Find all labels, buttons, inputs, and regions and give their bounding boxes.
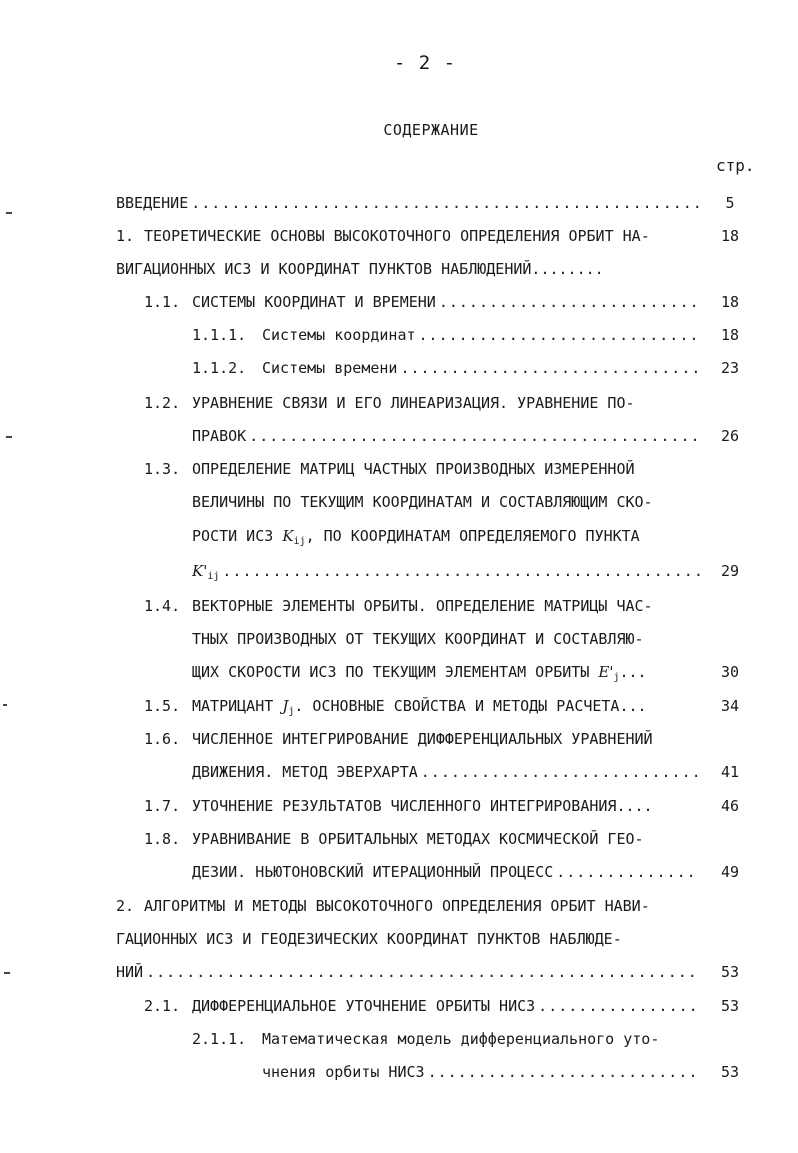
toc-entry-1-4[interactable] (0, 589, 798, 623)
math-symbol: E' (598, 663, 614, 681)
toc-page-number: 53 (720, 963, 740, 981)
toc-page-number: 18 (720, 227, 740, 245)
leader-dots (421, 755, 700, 789)
toc-entry-continuation (0, 1055, 798, 1089)
math-subscript: ij (293, 536, 306, 547)
toc-page-number: 18 (720, 293, 740, 311)
toc-entry-2-1[interactable] (0, 989, 798, 1023)
toc-page-number: 5 (725, 194, 735, 212)
contents-heading: СОДЕРЖАНИЕ (383, 121, 479, 139)
math-subscript: ij (207, 571, 220, 582)
toc-entry-title: ТЕОРЕТИЧЕСКИЕ ОСНОВЫ ВЫСОКОТОЧНОГО ОПРЕДЕЛЕНИЯ ОРБИТ НА- (144, 227, 650, 245)
toc-entry-1-1-1[interactable] (0, 318, 798, 352)
toc-entry-number: 2.1.1. (192, 1030, 247, 1048)
toc-entry-continuation (0, 655, 798, 689)
toc-entry-title: ДЕЗИИ. НЬЮТОНОВСКИЙ ИТЕРАЦИОННЫЙ ПРОЦЕСС (192, 863, 554, 881)
toc-entry-number: 2. (116, 897, 135, 915)
toc-entry-1-5[interactable] (0, 689, 798, 723)
toc-page-number: 53 (720, 1063, 740, 1081)
leader-dots (146, 955, 700, 989)
toc-page-number: 30 (720, 663, 740, 681)
toc-entry-title: ЧИСЛЕННОЕ ИНТЕГРИРОВАНИЕ ДИФФЕРЕНЦИАЛЬНЫХ УРАВНЕНИЙ (192, 730, 653, 748)
toc-page-number: 29 (720, 562, 740, 580)
toc-entry-title: ВЕЛИЧИНЫ ПО ТЕКУЩИМ КООРДИНАТАМ И СОСТАВЛЯЮЩИМ СКО- (192, 493, 653, 511)
toc-entry-chapter-1[interactable] (0, 219, 798, 253)
math-symbol: J (282, 697, 289, 715)
toc-entry-1-3[interactable] (0, 452, 798, 486)
math-subscript: j (613, 672, 620, 683)
toc-entry-continuation (0, 755, 798, 789)
toc-entry-number: 1.5. (144, 697, 181, 715)
toc-entry-continuation (0, 252, 798, 286)
toc-entry-number: 1.7. (144, 797, 181, 815)
toc-page-number: 46 (720, 797, 740, 815)
toc-entry-number: 1.1.1. (192, 326, 247, 344)
toc-entry-1-7[interactable] (0, 789, 798, 823)
toc-entry-title: НИЙ (116, 963, 144, 981)
toc-entry-title: Математическая модель дифференциального уто- (262, 1030, 660, 1048)
toc-entry-title: Системы координат (262, 326, 416, 344)
math-symbol: K' (192, 562, 208, 580)
toc-page-number: 49 (720, 863, 740, 881)
toc-entry-title: МАТРИЦАНТ $J_j$. ОСНОВНЫЕ СВОЙСТВА И МЕТОДЫ РАСЧЕТА... (192, 697, 647, 717)
toc-entry-1-6[interactable] (0, 722, 798, 756)
leader-dots (428, 1055, 700, 1089)
toc-entry-title: ПРАВОК (192, 427, 247, 445)
leader-dots (419, 318, 700, 352)
toc-entry-title: УТОЧНЕНИЕ РЕЗУЛЬТАТОВ ЧИСЛЕННОГО ИНТЕГРИРОВАНИЯ.... (192, 797, 653, 815)
math-subscript: j (288, 706, 295, 717)
toc-entry-continuation (0, 622, 798, 656)
toc-entry-1-2[interactable] (0, 386, 798, 420)
leader-dots (222, 554, 700, 594)
toc-entry-continuation (0, 519, 798, 553)
leader-dots (439, 285, 700, 319)
toc-entry-title: ДИФФЕРЕНЦИАЛЬНОЕ УТОЧНЕНИЕ ОРБИТЫ НИСЗ (192, 997, 536, 1015)
toc-entry-2-1-1[interactable] (0, 1022, 798, 1056)
toc-page-number: 34 (720, 697, 740, 715)
toc-entry-1-8[interactable] (0, 822, 798, 856)
toc-entry-number: 2.1. (144, 997, 181, 1015)
toc-entry-title (192, 554, 219, 594)
toc-page-number: 23 (720, 359, 740, 377)
toc-entry-continuation (0, 855, 798, 889)
toc-entry-title: Системы времени (262, 359, 398, 377)
math-symbol: K (282, 527, 294, 545)
toc-entry-continuation (0, 955, 798, 989)
toc-entry-title: ДВИЖЕНИЯ. МЕТОД ЭВЕРХАРТА (192, 763, 418, 781)
leader-dots (538, 989, 700, 1023)
page-number: - 2 - (393, 52, 457, 74)
toc-entry-number: 1.4. (144, 597, 181, 615)
toc-entry-chapter-2[interactable] (0, 889, 798, 923)
toc-entry-title: АЛГОРИТМЫ И МЕТОДЫ ВЫСОКОТОЧНОГО ОПРЕДЕЛЕНИЯ ОРБИТ НАВИ- (144, 897, 650, 915)
toc-entry-continuation (0, 922, 798, 956)
toc-entry-title: ЩИХ СКОРОСТИ ИСЗ ПО ТЕКУЩИМ ЭЛЕМЕНТАМ ОРБИТЫ $E'_j$... (192, 663, 647, 683)
leader-dots (191, 186, 700, 220)
toc-entry-title: ВЕКТОРНЫЕ ЭЛЕМЕНТЫ ОРБИТЫ. ОПРЕДЕЛЕНИЕ МАТРИЦЫ ЧАС- (192, 597, 653, 615)
toc-entry-number: 1.6. (144, 730, 181, 748)
toc-entry-title: УРАВНЕНИЕ СВЯЗИ И ЕГО ЛИНЕАРИЗАЦИЯ. УРАВНЕНИЕ ПО- (192, 394, 635, 412)
toc-entry-continuation (0, 485, 798, 519)
toc-entry-number: 1.2. (144, 394, 181, 412)
page-column-label: стр. (716, 156, 755, 175)
toc-entry-title: ТНЫХ ПРОИЗВОДНЫХ ОТ ТЕКУЩИХ КООРДИНАТ И СОСТАВЛЯЮ- (192, 630, 644, 648)
toc-entry-continuation (0, 419, 798, 453)
toc-entry-number: 1. (116, 227, 135, 245)
toc-entry-number: 1.1. (144, 293, 181, 311)
toc-entry-title: ВИГАЦИОННЫХ ИСЗ И КООРДИНАТ ПУНКТОВ НАБЛЮДЕНИЙ........ (116, 260, 604, 278)
toc-entry-number: 1.8. (144, 830, 181, 848)
toc-entry-continuation (0, 554, 798, 588)
toc-entry-title: СИСТЕМЫ КООРДИНАТ И ВРЕМЕНИ (192, 293, 436, 311)
toc-entry-title: ОПРЕДЕЛЕНИЕ МАТРИЦ ЧАСТНЫХ ПРОИЗВОДНЫХ ИЗМЕРЕННОЙ (192, 460, 635, 478)
toc-entry-title: ВВЕДЕНИЕ (116, 194, 189, 212)
leader-dots (556, 855, 700, 889)
toc-entry-number: 1.1.2. (192, 359, 247, 377)
toc-entry-title: чнения орбиты НИСЗ (262, 1063, 425, 1081)
toc-page-number: 53 (720, 997, 740, 1015)
toc-page-number: 18 (720, 326, 740, 344)
leader-dots (249, 419, 700, 453)
toc-entry-1-1[interactable] (0, 285, 798, 319)
toc-entry-number: 1.3. (144, 460, 181, 478)
leader-dots (400, 351, 700, 385)
toc-page-number: 41 (720, 763, 740, 781)
toc-page-number: 26 (720, 427, 740, 445)
toc-entry-title: УРАВНИВАНИЕ В ОРБИТАЛЬНЫХ МЕТОДАХ КОСМИЧЕСКОЙ ГЕО- (192, 830, 644, 848)
toc-entry-title: ГАЦИОННЫХ ИСЗ И ГЕОДЕЗИЧЕСКИХ КООРДИНАТ ПУНКТОВ НАБЛЮДЕ- (116, 930, 622, 948)
toc-entry-title: РОСТИ ИСЗ $K_{ij}$, ПО КООРДИНАТАМ ОПРЕДЕЛЯЕМОГО ПУНКТА (192, 527, 640, 547)
toc-entry-1-1-2[interactable] (0, 351, 798, 385)
toc-entry-intro[interactable] (0, 186, 798, 220)
